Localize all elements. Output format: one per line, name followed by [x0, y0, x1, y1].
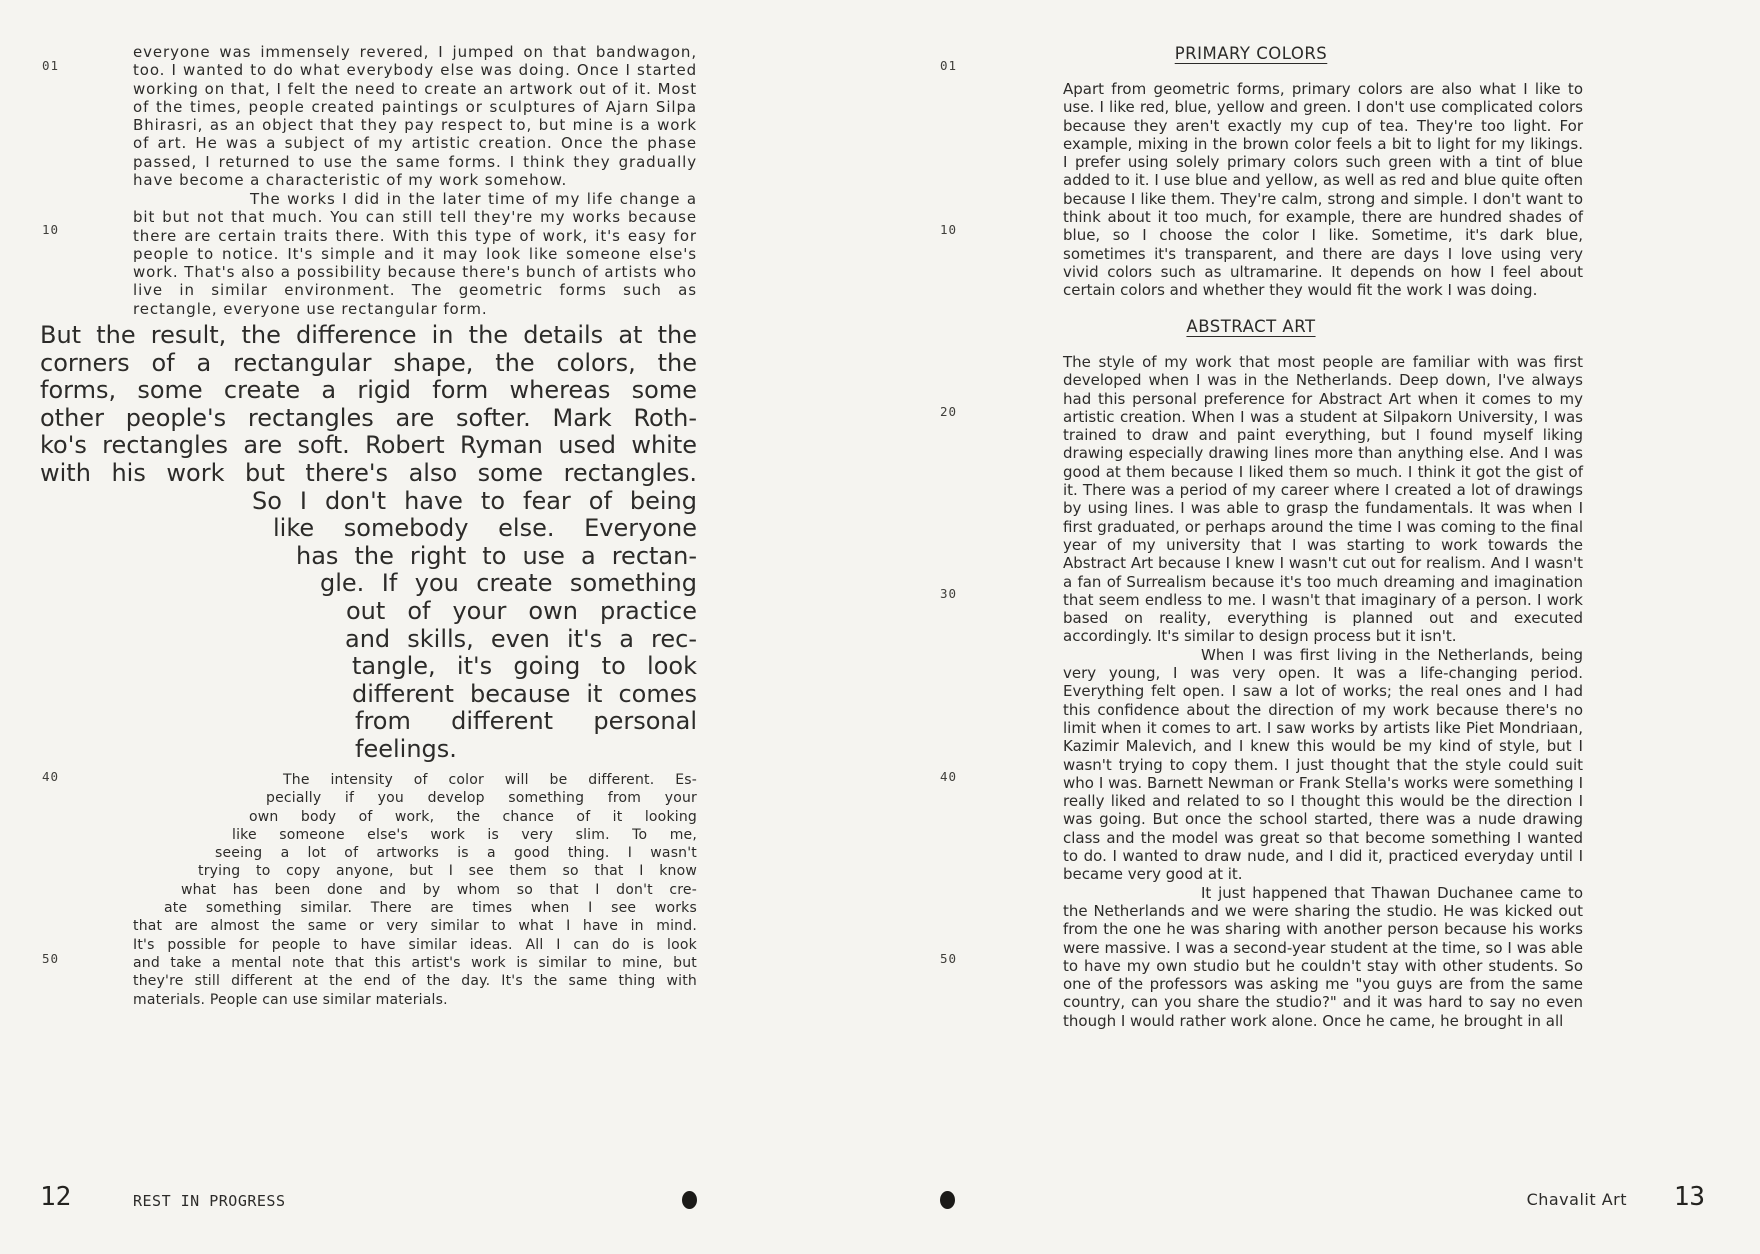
pull-quote-line: different because it comes [352, 679, 697, 708]
paragraph-line: own body of work, the chance of it looking [249, 808, 697, 825]
paragraph-line: that are almost the same or very similar to what I have in mind. [133, 918, 697, 935]
paragraph-line: The intensity of color will be different. Es- [283, 772, 697, 788]
footer-dot-icon [682, 1191, 697, 1209]
pull-quote-line: like somebody else. Everyone [273, 514, 697, 543]
section-heading [991, 317, 1511, 336]
paragraph: Apart from geometric forms, primary colors are also what I like to use. I like red, blue, yellow and green. I don't use complicated colors because they aren't exactly my cup of tea. They're too light. For example, mixing in the brown color feels a bit to light for my likings. I prefer using solely primary colors such green with a tint of blue added to it. I use blue and yellow, as well as red and blue quite often because I like them. They're calm, strong and simple. I don't want to think about it too much, for example, there are hundred shades of blue, so I choose the color I like. Sometime, it's dark blue, sometimes it's transparent, and there are days I love using very vivid colors such as ultramarine. It depends on how I feel about certain colors and whether they would fit the work I was doing. [1063, 80, 1583, 300]
pull-quote-line: has the right to use a rectan- [296, 541, 697, 570]
paragraph: everyone was immensely revered, I jumped on that bandwagon, too. I wanted to do what everybody else was doing. Once I started working on that, I felt the need to create an artwork out of it. Most of the times, people created paintings or sculptures of Ajarn Silpa Bhirasri, as an object that they pay respect to, but mine is a work of art. He was a subject of my artistic creation. Once the phase passed, I returned to use the same forms. I think they gradually have become a characteristic of my work somehow. [133, 43, 697, 190]
paragraph-line: what has been done and by whom so that I don't cre- [181, 881, 697, 898]
paragraph-line: materials. People can use similar materials. [133, 991, 448, 1008]
pull-quote-line: gle. If you create something [320, 569, 697, 598]
running-title: REST IN PROGRESS [133, 1192, 286, 1210]
pull-quote [40, 322, 697, 764]
pull-quote-line: So I don't have to fear of being [252, 486, 697, 515]
pull-quote-line: forms, some create a rigid form whereas some [40, 376, 697, 405]
paragraph: The works I did in the later time of my life change a bit but not that much. You can still tell they're my works because there are certain traits there. With this type of work, it's easy for people to notice. It's simple and it may look like someone else's work. That's also a possibility because there's bunch of artists who live in similar environment. The geometric forms such as rectangle, everyone use rectangular form. [133, 190, 697, 318]
line-number: 10 [940, 222, 958, 237]
paragraph-line: trying to copy anyone, but I see them so that I know [198, 863, 697, 880]
paragraph: It just happened that Thawan Duchanee came to the Netherlands and we were sharing the studio. He was kicked out from the one he was sharing with another person because his works were massive. I was a second-year student at the time, so I was able to have my own studio but he couldn't stay with other students. So one of the professors was asking me "you guys are from the same country, can you share the studio?" and it was hard to say no even though I would rather work alone. Once he came, he brought in all [1063, 883, 1583, 1030]
line-number: 01 [42, 58, 60, 73]
paragraph-line: like someone else's work is very slim. To me, [232, 826, 697, 843]
line-number: 30 [940, 586, 958, 601]
line-number: 50 [940, 951, 958, 966]
pull-quote-line: with his work but there's also some rectangles. [40, 458, 697, 487]
paragraph-line: It's possible for people to have similar ideas. All I can do is look [133, 936, 697, 953]
pull-quote-line: from different personal [355, 707, 697, 736]
section-body [1063, 353, 1583, 1030]
line-number: 50 [42, 951, 60, 966]
paragraph-line: and take a mental note that this artist's work is similar to mine, but [133, 954, 697, 971]
paragraph-line: seeing a lot of artworks is a good thing. I wasn't [215, 845, 697, 862]
paragraph-line: they're still different at the end of the day. It's the same thing with [133, 973, 697, 990]
section-heading [991, 44, 1511, 63]
pull-quote-line: ko's rectangles are soft. Robert Ryman used white [40, 431, 697, 460]
pull-quote-line: other people's rectangles are softer. Mark Roth- [40, 403, 697, 432]
line-number: 10 [42, 222, 60, 237]
pull-quote-line: tangle, it's going to look [352, 652, 697, 681]
line-number: 40 [940, 769, 958, 784]
closing-paragraph [133, 771, 697, 1009]
page-number: 12 [40, 1182, 72, 1212]
line-number: 01 [940, 58, 958, 73]
line-number: 40 [42, 769, 60, 784]
paragraph: When I was first living in the Netherlands, being very young, I was very open. It was a life-changing period. Everything felt open. I saw a lot of works; the real ones and I had this confidence about the direction of my work because there's no limit when it comes to art. I saw works by artists like Piet Mondriaan, Kazimir Malevich, and I knew this would be my kind of style, but I wasn't trying to copy them. I just thought that the style could suit who I was. Barnett Newman or Frank Stella's works were something I really liked and related to so I thought this would be the direction I was going. But once the school started, there was a nude drawing class and the model was great so that become something I wanted to do. I wanted to draw nude, and I did it, practiced everyday until I became very good at it. [1063, 645, 1583, 884]
book-title: Chavalit Art [1526, 1190, 1627, 1209]
paragraph-line: ate something similar. There are times when I see works [164, 900, 697, 917]
paragraph-line: pecially if you develop something from your [266, 790, 697, 807]
section-heading-text: PRIMARY COLORS [1174, 44, 1328, 63]
pull-quote-line: corners of a rectangular shape, the colors, the [40, 348, 697, 377]
pull-quote-line: But the result, the difference in the details at the [40, 321, 697, 349]
pull-quote-line: out of your own practice [346, 596, 697, 625]
page-number: 13 [1673, 1182, 1705, 1212]
footer-dot-icon [940, 1191, 955, 1209]
pull-quote-line: and skills, even it's a rec- [345, 624, 697, 653]
pull-quote-line: feelings. [355, 734, 457, 763]
paragraph: The style of my work that most people are familiar with was first developed when I was in the Netherlands. Deep down, I've always had this personal preference for Abstract Art when it comes to my artistic creation. When I was a student at Silpakorn University, I was trained to draw and paint everything, but I found myself liking drawing especially drawing lines more than anything else. And I was good at them because I liked them so much. I think it got the gist of it. There was a period of my career where I created a lot of drawings by using lines. I was able to grasp the fundamentals. It was when I first graduated, or perhaps around the time I was coming to the final year of my university that I was starting to work towards the Abstract Art because I knew I wasn't cut out for realism. And I wasn't a fan of Surrealism because it's too much dreaming and imagination that seem endless to me. I wasn't that imaginary of a person. I work based on reality, everything is planned out and executed accordingly. It's similar to design process but it isn't. [1063, 353, 1583, 646]
line-number: 20 [940, 404, 958, 419]
section-heading-text: ABSTRACT ART [1186, 317, 1316, 336]
